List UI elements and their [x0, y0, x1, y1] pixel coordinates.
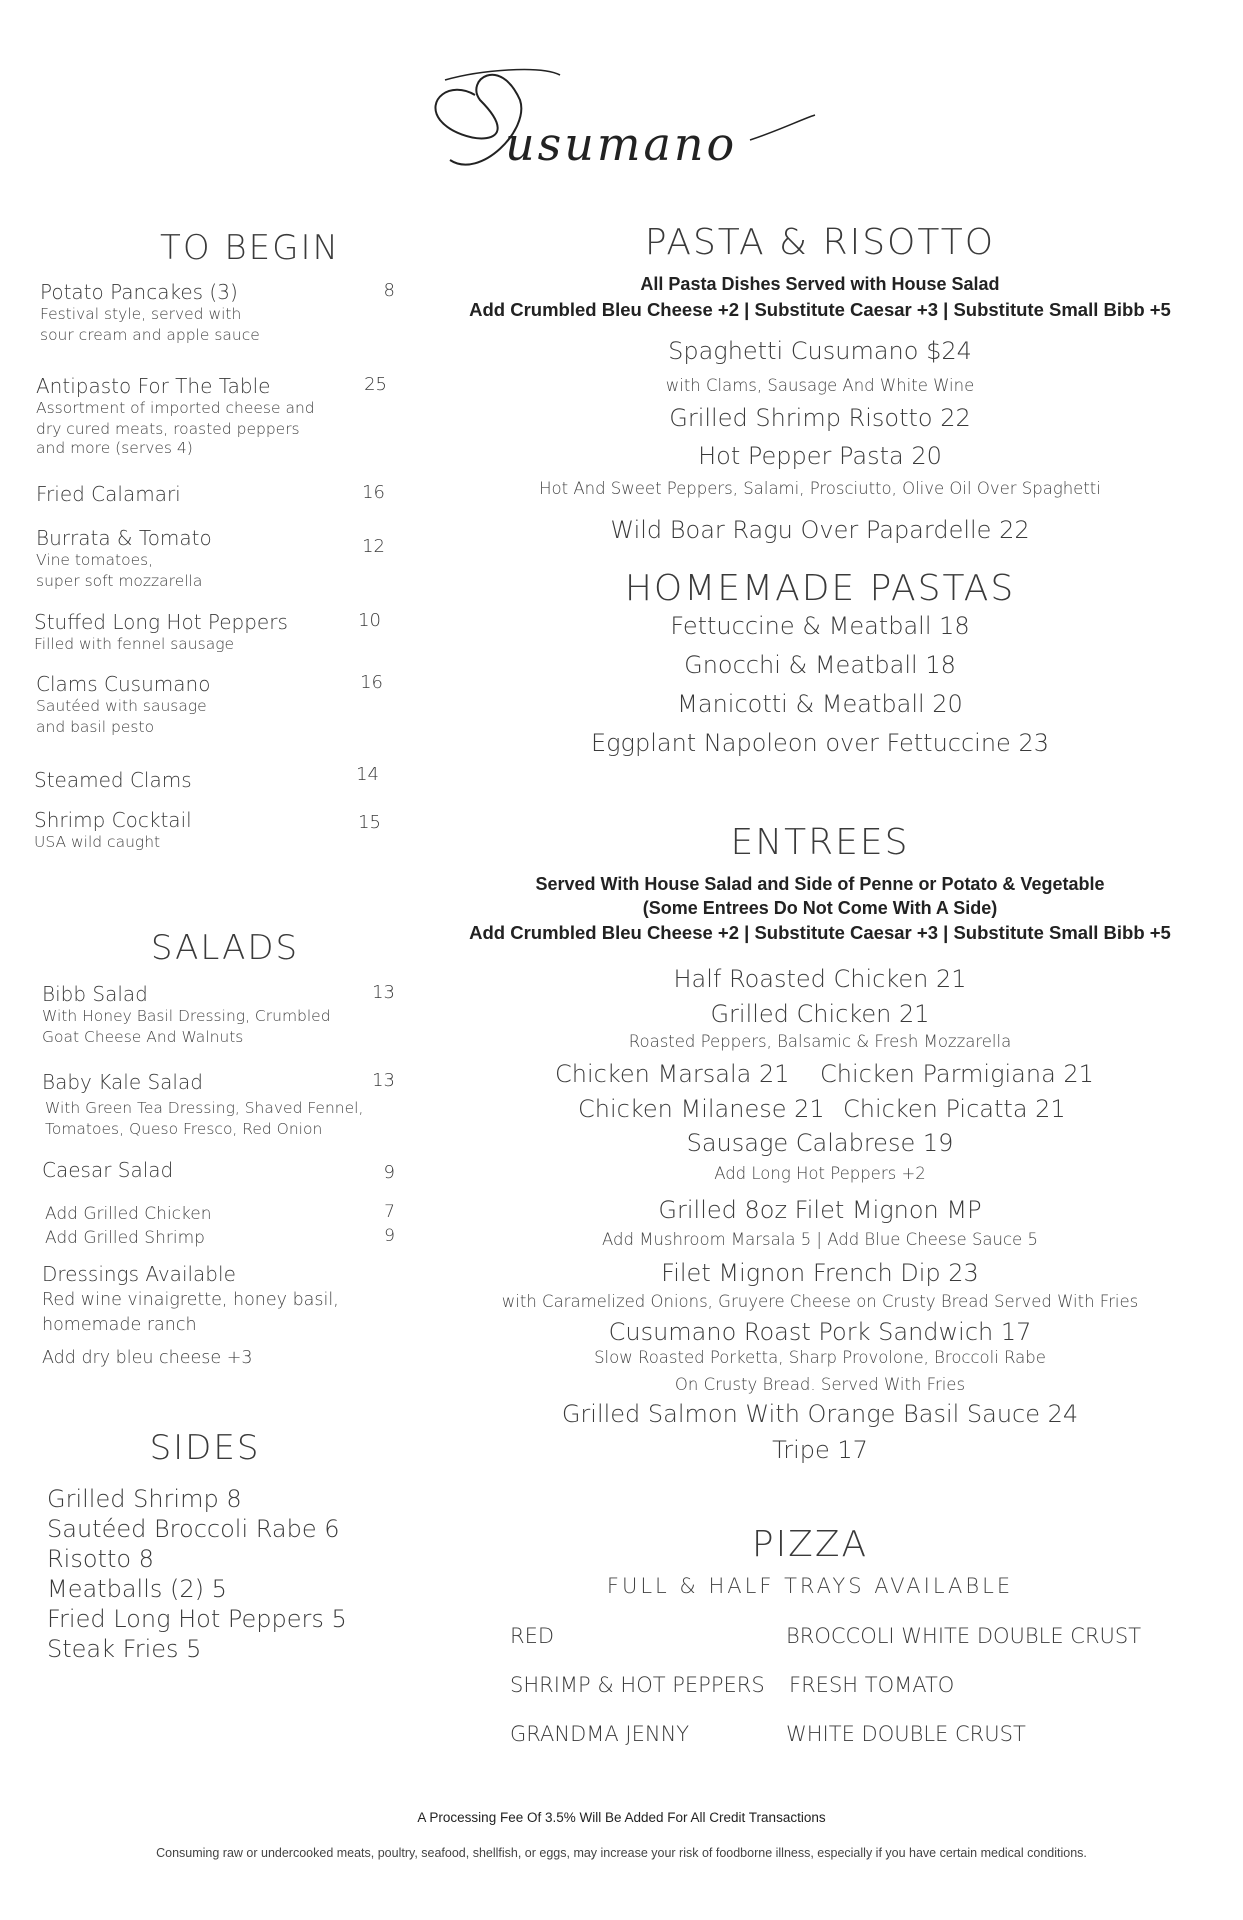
item-desc: Vine tomatoes, [36, 551, 154, 569]
entree-desc: On Crusty Bread. Served With Fries [674, 1375, 966, 1394]
cusumano-logo [420, 60, 820, 190]
side-item: Grilled Shrimp 8 [47, 1485, 242, 1513]
entree-item: Half Roasted Chicken 21 [673, 965, 967, 993]
pizza-title: PIZZA [751, 1524, 869, 1565]
pasta-item-desc: Hot And Sweet Peppers, Salami, Prosciutto, Olive Oil Over Spaghetti [539, 479, 1101, 498]
entree-item: Grilled Salmon With Orange Basil Sauce 24 [561, 1400, 1079, 1428]
side-item: Steak Fries 5 [47, 1635, 202, 1663]
item-desc: Sautéed with sausage [36, 697, 207, 715]
salads-title: SALADS [150, 928, 300, 968]
homemade-item: Manicotti & Meatball 20 [677, 690, 963, 718]
item-price: 9 [383, 1162, 395, 1183]
item-desc: Filled with fennel sausage [34, 635, 235, 653]
pasta-note: All Pasta Dishes Served with House Salad [640, 274, 1000, 294]
side-item: Sautéed Broccoli Rabe 6 [47, 1515, 340, 1543]
entree-desc: Add Mushroom Marsala 5 | Add Blue Cheese Sauce 5 [602, 1230, 1038, 1249]
menu-item [36, 526, 391, 592]
item-name: Fried Calamari [36, 482, 181, 506]
entree-item: Chicken Milanese 21 [578, 1095, 825, 1123]
item-price: 12 [362, 536, 385, 557]
item-desc: dry cured meats, roasted peppers [36, 420, 300, 438]
entree-desc: with Caramelized Onions, Gruyere Cheese on Crusty Bread Served With Fries [501, 1292, 1139, 1311]
pasta-options: Add Crumbled Bleu Cheese +2 | Substitute Caesar +3 | Substitute Small Bibb +5 [469, 299, 1171, 320]
homemade-item: Gnocchi & Meatball 18 [684, 651, 956, 679]
pasta-item: Grilled Shrimp Risotto 22 [669, 404, 971, 432]
item-name: Stuffed Long Hot Peppers [34, 610, 288, 634]
menu-item [42, 1158, 397, 1182]
entree-item: Tripe 17 [772, 1436, 868, 1464]
item-desc: Tomatoes, Queso Fresco, Red Onion [45, 1120, 323, 1138]
side-item: Fried Long Hot Peppers 5 [47, 1605, 347, 1633]
dressings-title: Dressings Available [42, 1262, 236, 1286]
dressings-desc: Red wine vinaigrette, honey basil, [42, 1290, 339, 1310]
homemade-item: Fettuccine & Meatball 18 [670, 612, 970, 640]
entree-desc: Add Long Hot Peppers +2 [714, 1164, 926, 1183]
pizza-subtitle: FULL & HALF TRAYS AVAILABLE [606, 1574, 1014, 1598]
item-name: Shrimp Cocktail [34, 808, 192, 832]
dressings-extra: Add dry bleu cheese +3 [42, 1348, 253, 1368]
item-price: 13 [372, 982, 395, 1003]
menu-item [34, 764, 389, 792]
entree-item: Cusumano Roast Pork Sandwich 17 [608, 1318, 1032, 1346]
pizza-item: WHITE DOUBLE CRUST [786, 1722, 1026, 1746]
item-price: 14 [356, 764, 379, 785]
addon-name: Add Grilled Shrimp [45, 1228, 205, 1248]
addon-price: 9 [384, 1226, 395, 1246]
side-item: Risotto 8 [47, 1545, 154, 1573]
item-price: 13 [372, 1070, 395, 1091]
item-desc: Goat Cheese And Walnuts [42, 1028, 244, 1046]
item-name: Baby Kale Salad [42, 1070, 203, 1094]
entrees-note: Served With House Salad and Side of Penne or Potato & Vegetable [535, 874, 1105, 894]
entree-item: Sausage Calabrese 19 [686, 1129, 954, 1157]
svg-text:usumano: usumano [505, 117, 738, 171]
entrees-title: ENTREES [730, 822, 910, 863]
pasta-item: Wild Boar Ragu Over Papardelle 22 [610, 516, 1030, 544]
pizza-item: BROCCOLI WHITE DOUBLE CRUST [786, 1624, 1142, 1648]
homemade-pastas-title: HOMEMADE PASTAS [624, 568, 1016, 609]
entree-item: Filet Mignon French Dip 23 [661, 1259, 979, 1287]
item-name: Clams Cusumano [36, 672, 211, 696]
menu-item [36, 482, 391, 506]
menu-item [34, 610, 389, 655]
item-price: 10 [358, 610, 381, 631]
item-name: Burrata & Tomato [36, 526, 212, 550]
sides-title: SIDES [149, 1428, 261, 1468]
menu-item [34, 808, 389, 853]
menu-item [42, 1070, 397, 1140]
item-price: 15 [358, 812, 381, 833]
item-name: Antipasto For The Table [36, 374, 271, 398]
item-price: 25 [364, 374, 387, 395]
processing-fee-note: A Processing Fee Of 3.5% Will Be Added For All Credit Transactions [417, 1810, 826, 1825]
item-desc: Festival style, served with [40, 305, 242, 323]
pasta-item-desc: with Clams, Sausage And White Wine [665, 376, 975, 395]
dressings-block [42, 1262, 397, 1371]
item-price: 16 [362, 482, 385, 503]
pizza-item: SHRIMP & HOT PEPPERS [510, 1673, 765, 1697]
item-desc: and more (serves 4) [36, 439, 193, 457]
homemade-item: Eggplant Napoleon over Fettuccine 23 [590, 729, 1049, 757]
sides-list [47, 1484, 387, 1664]
pizza-item: GRANDMA JENNY [510, 1722, 690, 1746]
pasta-item: Hot Pepper Pasta 20 [698, 442, 942, 470]
item-name: Bibb Salad [42, 982, 148, 1006]
menu-item [42, 982, 397, 1048]
item-desc: Assortment of imported cheese and [36, 399, 315, 417]
entree-item: Chicken Parmigiana 21 [820, 1060, 1094, 1088]
item-name: Steamed Clams [34, 768, 192, 792]
entree-item: Chicken Picatta 21 [843, 1095, 1066, 1123]
pasta-risotto-title: PASTA & RISOTTO [644, 222, 996, 263]
item-desc: With Honey Basil Dressing, Crumbled [42, 1007, 331, 1025]
item-name: Potato Pancakes (3) [40, 280, 238, 304]
entree-item: Chicken Marsala 21 [555, 1060, 790, 1088]
entree-item: Grilled Chicken 21 [710, 1000, 930, 1028]
item-desc: and basil pesto [36, 718, 155, 736]
item-desc: With Green Tea Dressing, Shaved Fennel, [45, 1099, 364, 1117]
menu-item [40, 280, 395, 346]
food-safety-warning: Consuming raw or undercooked meats, poultry, seafood, shellfish, or eggs, may increase your risk of foodborne illness, especially if you have certain medical conditions. [156, 1846, 1087, 1860]
entrees-options: Add Crumbled Bleu Cheese +2 | Substitute Caesar +3 | Substitute Small Bibb +5 [469, 922, 1171, 943]
entree-desc: Slow Roasted Porketta, Sharp Provolone, Broccoli Rabe [594, 1348, 1046, 1367]
item-price: 16 [360, 672, 383, 693]
item-price: 8 [383, 280, 395, 301]
entree-desc: Roasted Peppers, Balsamic & Fresh Mozzarella [628, 1032, 1012, 1051]
entree-item: Grilled 8oz Filet Mignon MP [658, 1196, 982, 1224]
item-desc: sour cream and apple sauce [40, 326, 260, 344]
pasta-item: Spaghetti Cusumano $24 [668, 337, 972, 365]
menu-item [36, 374, 391, 456]
addon-item [45, 1226, 397, 1250]
item-desc: USA wild caught [34, 833, 161, 851]
side-item: Meatballs (2) 5 [47, 1575, 227, 1603]
addon-item [45, 1202, 397, 1226]
item-name: Caesar Salad [42, 1158, 174, 1182]
item-desc: super soft mozzarella [36, 572, 203, 590]
addon-price: 7 [384, 1202, 395, 1222]
addon-name: Add Grilled Chicken [45, 1204, 212, 1224]
pizza-item: RED [510, 1624, 555, 1648]
menu-item [36, 672, 391, 738]
pizza-item: FRESH TOMATO [789, 1673, 955, 1697]
entrees-note: (Some Entrees Do Not Come With A Side) [642, 898, 998, 918]
dressings-desc: homemade ranch [42, 1315, 197, 1335]
to-begin-title: TO BEGIN [160, 228, 340, 268]
